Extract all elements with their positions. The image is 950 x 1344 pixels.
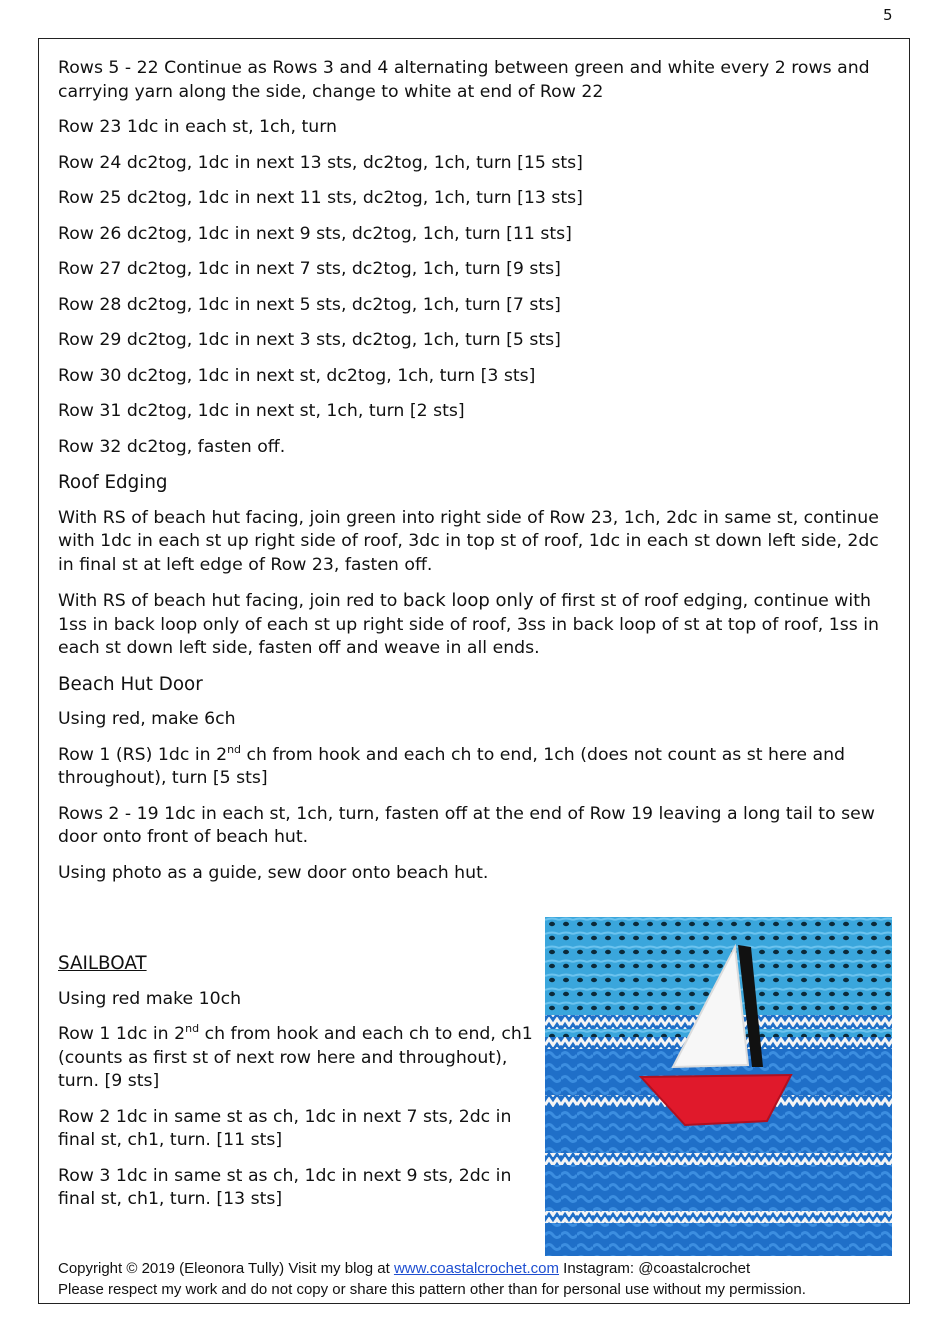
sailboat-row-3: Row 3 1dc in same st as ch, 1dc in next 9 sts, 2dc in final st, ch1, turn. [13 sts] [58, 1165, 512, 1209]
sailboat-section [58, 952, 538, 1224]
door-row-1 [58, 744, 893, 791]
copyright-text: Copyright © 2019 (Eleonora Tully) Visit my blog at [58, 1260, 394, 1277]
blog-link[interactable]: www.coastalcrochet.com [393, 1260, 559, 1277]
instagram-text: Instagram: @coastalcrochet [559, 1260, 751, 1277]
sailboat-heading: SAILBOAT [58, 953, 147, 974]
door-heading: Beach Hut Door [58, 673, 203, 695]
row-31: Row 31 dc2tog, 1dc in next st, 1ch, turn [2 sts] [58, 401, 465, 421]
copyright-line [58, 1258, 806, 1279]
sailboat-row-1-sup: nd [185, 1022, 200, 1036]
page-number: 5 [883, 6, 893, 24]
row-29: Row 29 dc2tog, 1dc in next 3 sts, dc2tog, 1ch, turn [5 sts] [58, 330, 561, 350]
door-intro: Using red, make 6ch [58, 709, 236, 729]
sea-wave-band-3 [545, 1153, 892, 1165]
sailboat-row-1-a: Row 1 1dc in 2 [58, 1024, 186, 1044]
row-30: Row 30 dc2tog, 1dc in next st, dc2tog, 1ch, turn [3 sts] [58, 365, 536, 386]
sailboat-row-1-b: ch from hook and each ch to end, ch1 (counts as first st of next row here and throughout), turn. [9 sts] [58, 1024, 533, 1091]
row-28: Row 28 dc2tog, 1dc in next 5 sts, dc2tog, 1ch, turn [7 sts] [58, 294, 561, 315]
pattern-content [58, 57, 893, 897]
door-row-1-sup: nd [227, 742, 242, 756]
door-finish: Using photo as a guide, sew door onto beach hut. [58, 862, 489, 883]
sailboat-intro: Using red make 10ch [58, 988, 242, 1009]
row-23: Row 23 1dc in each st, 1ch, turn [58, 117, 337, 137]
row-32: Row 32 dc2tog, fasten off. [58, 436, 286, 457]
row-26: Row 26 dc2tog, 1dc in next 9 sts, dc2tog, 1ch, turn [11 sts] [58, 223, 572, 244]
sailboat-photo [545, 917, 892, 1256]
roof-edging-para-2 [58, 589, 893, 661]
roof-edging-text-b: of first st of roof edging, continue with 1ss in back loop only of each st up right side of roof, 3ss in back loop of st at top of roof, 1ss in each st down left side, fasten off and weave in all ends. [58, 591, 880, 658]
row-24: Row 24 dc2tog, 1dc in next 13 sts, dc2tog, 1ch, turn [15 sts] [58, 152, 583, 173]
back-loop-emphasis: back loop only [402, 590, 534, 611]
permission-notice: Please respect my work and do not copy or share this pattern other than for personal use without my permission. [58, 1281, 806, 1298]
roof-edging-heading: Roof Edging [58, 472, 168, 493]
door-row-1-b: ch from hook and each ch to end, 1ch (does not count as st here and throughout), turn [5 sts] [58, 744, 846, 788]
door-row-1-a: Row 1 (RS) 1dc in 2 [58, 744, 228, 765]
row-25: Row 25 dc2tog, 1dc in next 11 sts, dc2tog, 1ch, turn [13 sts] [58, 188, 583, 208]
sailboat-row-2: Row 2 1dc in same st as ch, 1dc in next 7 sts, 2dc in final st, ch1, turn. [11 sts] [58, 1106, 512, 1150]
roof-edging-para-1: With RS of beach hut facing, join green into right side of Row 23, 1ch, 2dc in same st, continue with 1dc in each st up right side of roof, 3dc in top st of roof, 1dc in each st down left side, 2dc in final st at left edge of Row 23, fasten off. [58, 507, 879, 575]
footer [58, 1258, 806, 1300]
row-27: Row 27 dc2tog, 1dc in next 7 sts, dc2tog, 1ch, turn [9 sts] [58, 259, 561, 279]
door-rows-2-19: Rows 2 - 19 1dc in each st, 1ch, turn, fasten off at the end of Row 19 leaving a long tail to sew door onto front of beach hut. [58, 803, 875, 847]
roof-edging-text-a: With RS of beach hut facing, join red to [58, 591, 403, 611]
sea-wave-band-4 [545, 1211, 892, 1223]
sailboat-row-1 [58, 1023, 538, 1094]
rows-5-22: Rows 5 - 22 Continue as Rows 3 and 4 alternating between green and white every 2 rows and carrying yarn along the side, change to white at end of Row 22 [58, 58, 870, 102]
